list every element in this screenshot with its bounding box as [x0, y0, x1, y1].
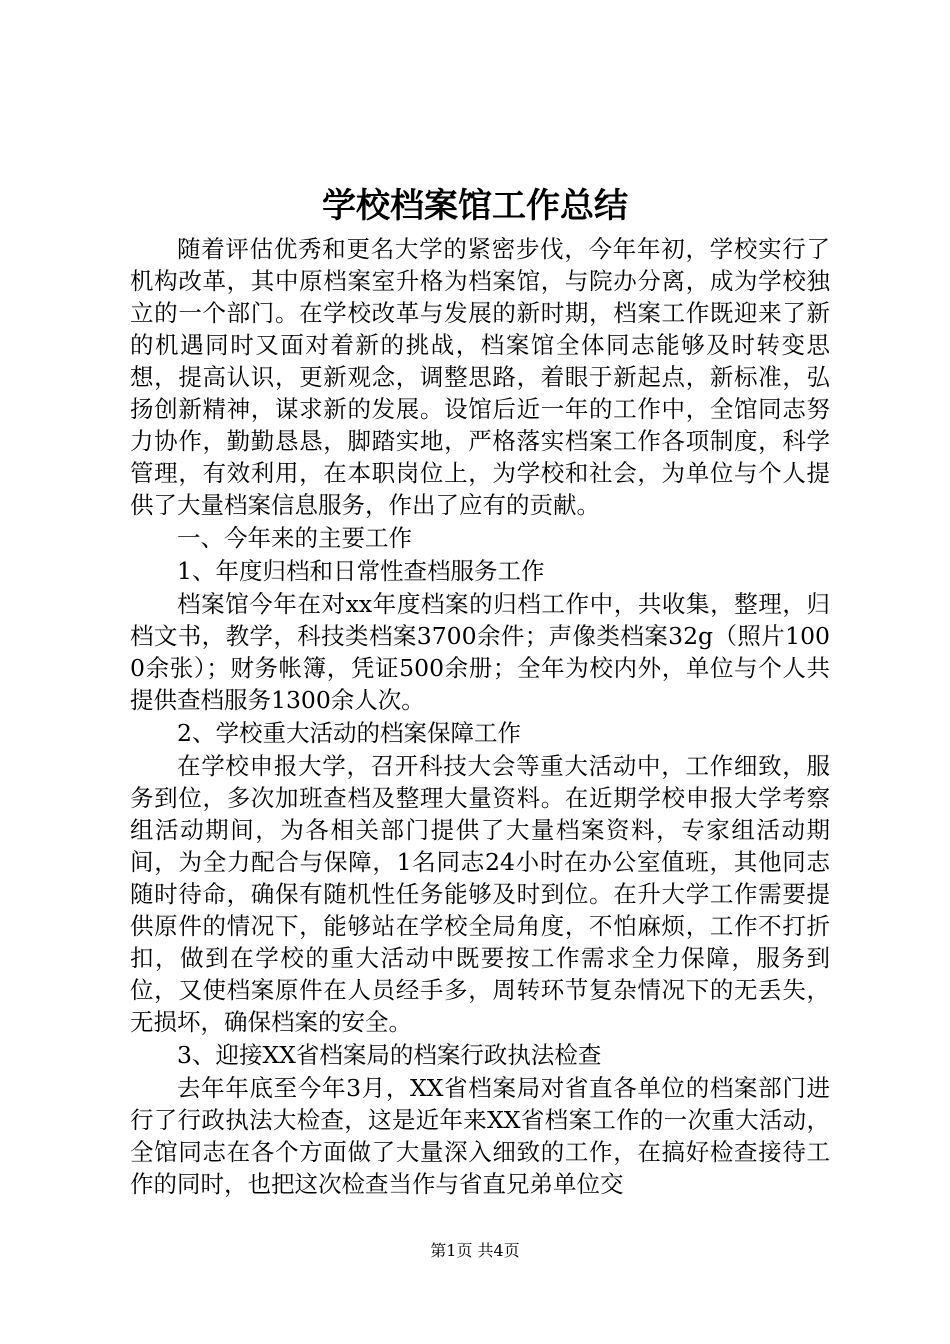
- document-title: 学校档案馆工作总结: [322, 186, 628, 226]
- body-paragraph: 去年年底至今年3月，XX省档案局对省直各单位的档案部门进行了行政执法大检查，这是近年来XX省档案工作的一次重大活动，全馆同志在各个方面做了大量深入细致的工作，在搞好检查接待工作的同时，也把这次检查当作与省直兄弟单位交: [130, 1074, 830, 1198]
- subsection-heading: 1、年度归档和日常性查档服务工作: [177, 557, 545, 585]
- body-paragraph: 档案馆今年在对xx年度档案的归档工作中，共收集，整理，归档文书，教学，科技类档案3700余件；声像类档案32g（照片1000余张）；财务帐簿，凭证500余册；全年为校内外，单位与个人共提供查档服务1300余人次。: [130, 590, 830, 714]
- body-paragraph: 在学校申报大学，召开科技大会等重大活动中，工作细致，服务到位，多次加班查档及整理大量资料。在近期学校申报大学考察组活动期间，为各相关部门提供了大量档案资料，专家组活动期间，为全力配合与保障，1名同志24小时在办公室值班，其他同志随时待命，确保有随机性任务能够及时到位。在升大学工作需要提供原件的情况下，能够站在学校全局角度，不怕麻烦，工作不打折扣，做到在学校的重大活动中既要按工作需求全力保障，服务到位，又使档案原件在人员经手多，周转环节复杂情况下的无丢失，无损坏，确保档案的安全。: [130, 752, 830, 1036]
- page-number-footer: 第1页 共4页: [430, 1241, 520, 1260]
- subsection-heading: 2、学校重大活动的档案保障工作: [177, 719, 521, 747]
- section-heading: 一、今年来的主要工作: [177, 524, 412, 552]
- document-body: [130, 233, 830, 1201]
- subsection-heading: 3、迎接XX省档案局的档案行政执法检查: [177, 1041, 602, 1069]
- body-paragraph: 随着评估优秀和更名大学的紧密步伐，今年年初，学校实行了机构改革，其中原档案室升格为档案馆，与院办分离，成为学校独立的一个部门。在学校改革与发展的新时期，档案工作既迎来了新的机遇同时又面对着新的挑战，档案馆全体同志能够及时转变思想，提高认识，更新观念，调整思路，着眼于新起点，新标准，弘扬创新精神，谋求新的发展。设馆后近一年的工作中，全馆同志努力协作，勤勤恳恳，脚踏实地，严格落实档案工作各项制度，科学管理，有效利用，在本职岗位上，为学校和社会，为单位与个人提供了大量档案信息服务，作出了应有的贡献。: [130, 235, 830, 519]
